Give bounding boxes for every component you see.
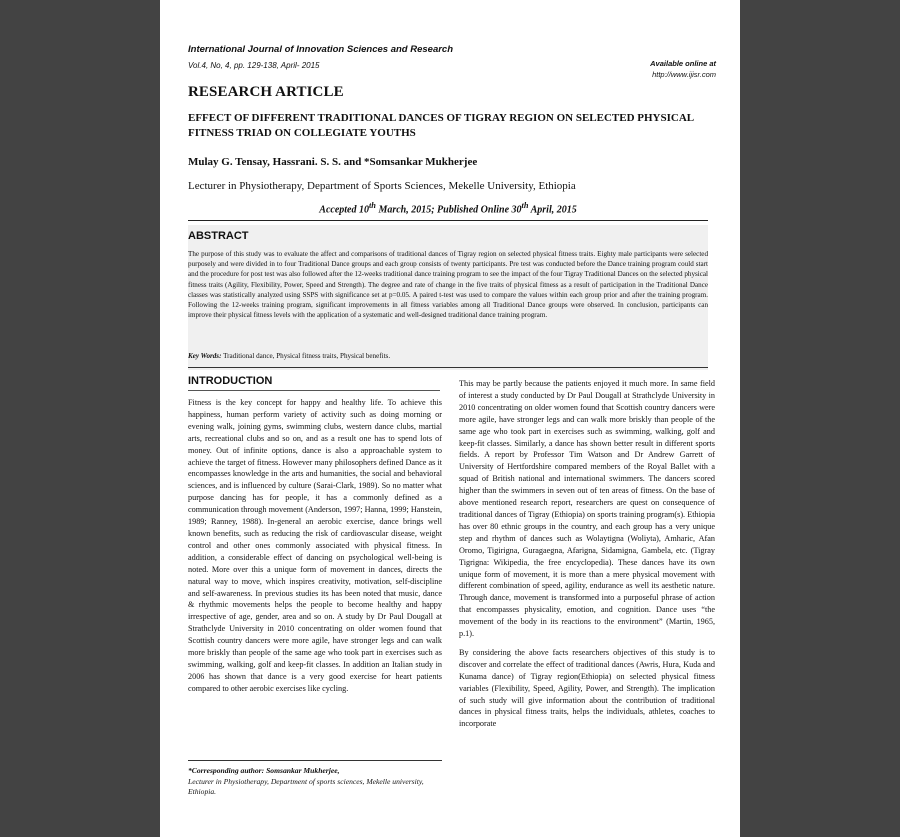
intro-paragraph-2: This may be partly because the patients enjoyed it much more. In same field of interest a study conducted by Dr Paul Dougall at Strathclyde University in 2010 concentrating on older women found that Scottish country dancers were more agile, have stronger legs and can walk more briskly than people of the same age who took part in exercises such as swimming, walking, golf and keep-fit classes. Similarly, a dance has shown better result in different sports fields. A report by Professor Tim Watson and Dr Andrew Garrett of University of Hertfordshire compared members of the Royal Ballet with a squad of British national and international swimmers. The dancers scored higher than the swimmers in seven out of ten areas of fitness. On the base of above mentioned research report, researchers are quest on consequence of traditional dances of Tigray (Ethiopia) on sports training program(s). Ethiopia has over 80 ethnic groups in the country, and each group has a very unique step and rhythm of dances such as Wolaytigna (Woliyta), Amharic, Afan Oromo, Tigirigna, Guragaegna, Afarigna, Sidamigna, Gambela, etc. (Tigray Tigrigna: Wikipedia, the free encyclopedia). These dances have its own unique form of movement, it is more than a mere physical movement with different combination of speed, agility, endurance as well its aesthetic nature. Through dance, movement is transformed into a purposeful phrase of action that encompasses physicality, emotion, and cognition. Dance uses “the movement of the body in its reactions to the environment” (Martin, 1965, p.1). xyxy=(459,379,715,639)
volume-info: Vol.4, No, 4, pp. 129-138, April- 2015 xyxy=(188,61,320,70)
left-column xyxy=(188,397,442,695)
paper-page xyxy=(160,0,740,837)
paper-title: EFFECT OF DIFFERENT TRADITIONAL DANCES OF TIGRAY REGION ON SELECTED PHYSICAL FITNESS TRIAD ON COLLEGIATE YOUTHS xyxy=(188,112,694,139)
article-type: RESEARCH ARTICLE xyxy=(188,84,344,100)
introduction-heading: INTRODUCTION xyxy=(188,375,273,387)
introduction-underline xyxy=(188,390,440,391)
authors: Mulay G. Tensay, Hassrani. S. S. and *Somsankar Mukherjee xyxy=(188,156,478,168)
publication-dates: Accepted 10th March, 2015; Published Online 30th April, 2015 xyxy=(319,201,577,216)
available-label: Available online at xyxy=(650,59,716,68)
abstract-divider xyxy=(188,367,708,368)
availability xyxy=(648,58,716,80)
footnote-divider xyxy=(188,760,442,761)
header-divider xyxy=(188,220,708,221)
journal-name: International Journal of Innovation Sciences and Research xyxy=(188,44,454,55)
affiliation: Lecturer in Physiotherapy, Department of Sports Sciences, Mekelle University, Ethiopia xyxy=(188,180,576,192)
keywords: Key Words: Traditional dance, Physical fitness traits, Physical benefits. xyxy=(188,352,391,360)
abstract-text: The purpose of this study was to evaluate the affect and comparisons of traditional dances of Tigray region on selected physical fitness traits. Eighty male participants were selected purposely and were divided in to four Traditional Dance groups and each group consists of twenty participants. Pre test was conducted before the Dance training program could start and the procedure for post test was also followed after the 12-weeks traditional dance training program to see the impact of the four Tigray Traditional Dances on the selected physical fitness traits (Agility, Flexibility, Power, Speed and Strength). The degree and rate of change in the five traits of physical fitness as a result of participation in the Traditional Dance classes was statistically analyzed using SSPS with significance set at p=0.05. A paired t-test was used to compare the values within each group prior and after the training program. Following the 12-weeks training program, significant improvements in all fitness variables among all Traditional Dance groups were observed. In conclusion, participants can improve their physical fitness levels with the application of a systematic and well-designed traditional dance training program. xyxy=(188,250,708,320)
abstract-heading: ABSTRACT xyxy=(188,230,249,242)
intro-paragraph-1: Fitness is the key concept for happy and healthy life. To achieve this happiness, human perform variety of activity such as doing morning or evening walk, joining gyms, swimming clubs, western dance clubs, martial arts, recreational clubs and so on, and as a result one has to spend lots of money. Out of infinite options, dance is also a approachable system to achieve the target of fitness. However many philosophers defined Dance as it encompasses knowledge in the arts and humanities, the social and behavioral sciences, and is influenced by culture (Sarai-Clark, 1989). So no matter what purpose dancing has for people, it has a commonly defined as a communication through movement (Anderson, 1997; Hanna, 1999; Hanstein, 1989; Ranney, 1988). In-general an aerobic exercise, dance brings well known benefits, such as reducing the risk of cardiovascular disease, weight control and other ones commonly associated with physical fitness. In addition, a considerable effect of dancing on psychological well-being is noted. More over this a unique form of movement in dances, directs the natural way to move, which inspires creativity, motivation, self-discipline and self-awareness. In previous studies its has been noted that music, dance & rhythmic movements helps the people to become healthy and happy irrespective of age, gender, area and so on. A study by Dr Paul Dougall at Strathclyde University in 2010 concentrating on older women found that Scottish country dancers were more agile, have stronger legs and can walk more briskly than people of the same age who took part in exercises such as swimming, walking, golf and keep-fit classes. In addition an Italian study in 2006 has shown that dance is a very good exercise for heart patients compared to other aerobic exercises like cycling. xyxy=(188,398,442,693)
right-column xyxy=(459,378,715,730)
intro-paragraph-3: By considering the above facts researchers objectives of this study is to discover and correlate the effect of traditional dances (Awris, Hura, Kuda and Kunama dance) of Tigray region(Ethiopia) on selected physical fitness variables (Flexibility, Speed, Agility, Power, and Strength). The implication of such study will give information about the contribution of traditional dances in physical fitness traits, helps the individuals, athletes, coaches to incorporate xyxy=(459,647,715,729)
corresponding-author-footnote: *Corresponding author: Somsankar Mukherjee, Lecturer in Physiotherapy, Department of sports sciences, Mekelle university, Ethiopia. xyxy=(188,766,424,796)
journal-url[interactable]: http://www.ijisr.com xyxy=(652,70,716,79)
